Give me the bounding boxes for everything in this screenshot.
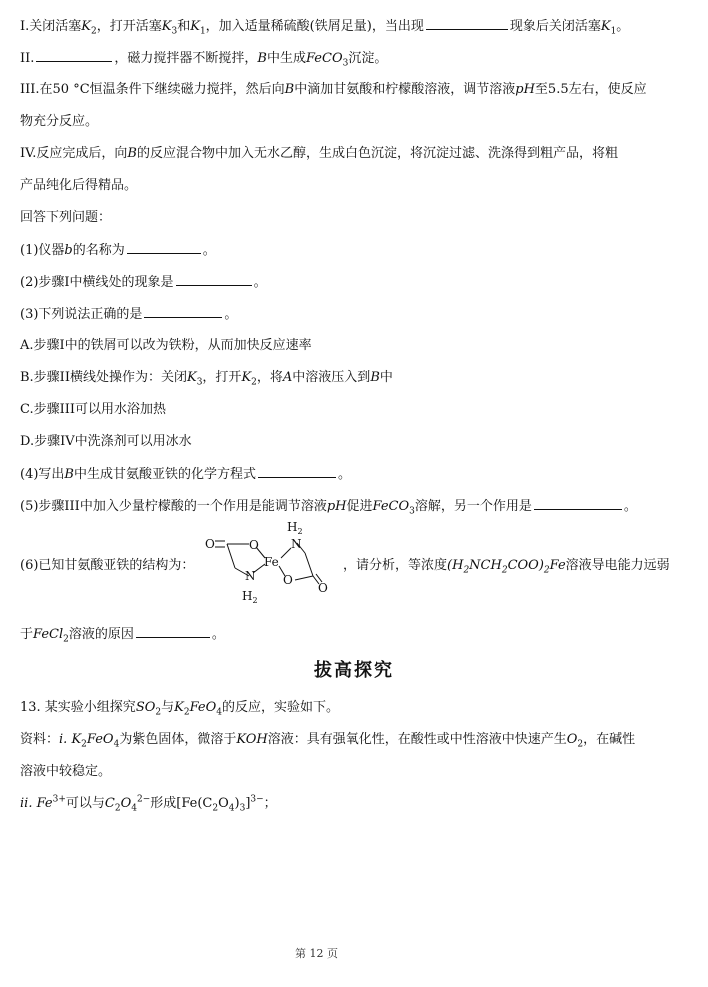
h2-top: $H_2$	[287, 520, 303, 536]
blank-q1[interactable]	[127, 242, 201, 254]
step-1-line: I.关闭活塞$K_2$，打开活塞$K_3$和$K_1$，加入适量稀硫酸(铁屑足量)，当出现 现象后关闭活塞$K_1$。	[20, 19, 630, 37]
question-6-rest: ，请分析，等浓度$(H_2NCH_2COO)_2Fe$溶液导电能力远弱	[343, 558, 670, 576]
question-6-prefix: (6)已知甘氨酸亚铁的结构为：	[20, 558, 195, 573]
step-4-line: IV.反应完成后，向B的反应混合物中加入无水乙醇，生成白色沉淀，将沉淀过滤、洗涤得到粗产品，将粗	[20, 146, 618, 161]
option-b: B.步骤II横线处操作为：关闭$K_3$，打开$K_2$，将A中溶液压入到B中	[20, 370, 393, 388]
questions-intro: 回答下列问题：	[20, 210, 112, 225]
problem-13-line1: 13. 某实验小组探究$SO_2$与$K_2FeO_4$的反应，实验如下。	[20, 700, 340, 718]
oxygen-bond-right: O	[283, 573, 293, 587]
question-2: (2)步骤I中横线处的现象是 。	[20, 275, 267, 290]
step-3-line-cont: 物充分反应。	[20, 114, 99, 129]
blank-step2[interactable]	[36, 50, 112, 62]
blank-q5[interactable]	[534, 498, 622, 510]
glycine-ferrous-structure	[205, 518, 340, 608]
h2-bottom: $H_2$	[242, 589, 258, 605]
blank-step1[interactable]	[426, 18, 508, 30]
oxygen-carbonyl-left: O	[205, 537, 215, 551]
step-4-line-cont: 产品纯化后得精品。	[20, 178, 138, 193]
question-5: (5)步骤III中加入少量柠檬酸的一个作用是能调节溶液pH促进FeCO$_3$溶解，另一个作用是 。	[20, 499, 637, 517]
question-1: (1)仪器b的名称为 。	[20, 243, 216, 258]
blank-q6[interactable]	[136, 626, 210, 638]
question-4: (4)写出B中生成甘氨酸亚铁的化学方程式 。	[20, 467, 352, 482]
blank-q4[interactable]	[258, 466, 336, 478]
oxygen-bond-left: O	[249, 538, 259, 552]
blank-q2[interactable]	[176, 274, 252, 286]
option-c: C.步骤III可以用水浴加热	[20, 402, 167, 417]
oxygen-carbonyl-right: O	[318, 581, 328, 595]
question-3: (3)下列说法正确的是 。	[20, 307, 238, 322]
page-number: 第 12 页	[295, 947, 338, 960]
problem-13-line3: 溶液中较稳定。	[20, 764, 112, 779]
problem-13-line2: 资料：i. $K_2FeO_4$为紫色固体，微溶于KOH溶液：具有强氧化性，在酸性或中性溶液中快速产生$O_2$，在碱性	[20, 732, 636, 750]
section-title: 拔高探究	[314, 660, 394, 681]
option-d: D.步骤IV中洗涤剂可以用冰水	[20, 434, 192, 449]
nitrogen-bottom: N	[245, 569, 256, 583]
nitrogen-top: N	[291, 537, 302, 551]
problem-13-line4: ii. $Fe^{3+}$可以与$C_2O_4^{2-}$形成$[Fe(C_2O_4)_3]^{3-}$；	[20, 794, 277, 814]
blank-q3[interactable]	[144, 306, 222, 318]
question-6-cont: 于FeCl$_2$溶液的原因 。	[20, 627, 225, 645]
iron-center: Fe	[264, 555, 279, 569]
step-2-line: II. ，磁力搅拌器不断搅拌，B中生成FeCO$_3$沉淀。	[20, 51, 388, 69]
step-3-line: III.在50 °C恒温条件下继续磁力搅拌，然后向B中滴加甘氨酸和柠檬酸溶液，调节溶液pH至5.5左右，使反应	[20, 82, 647, 97]
option-a: A.步骤I中的铁屑可以改为铁粉，从而加快反应速率	[20, 338, 312, 353]
